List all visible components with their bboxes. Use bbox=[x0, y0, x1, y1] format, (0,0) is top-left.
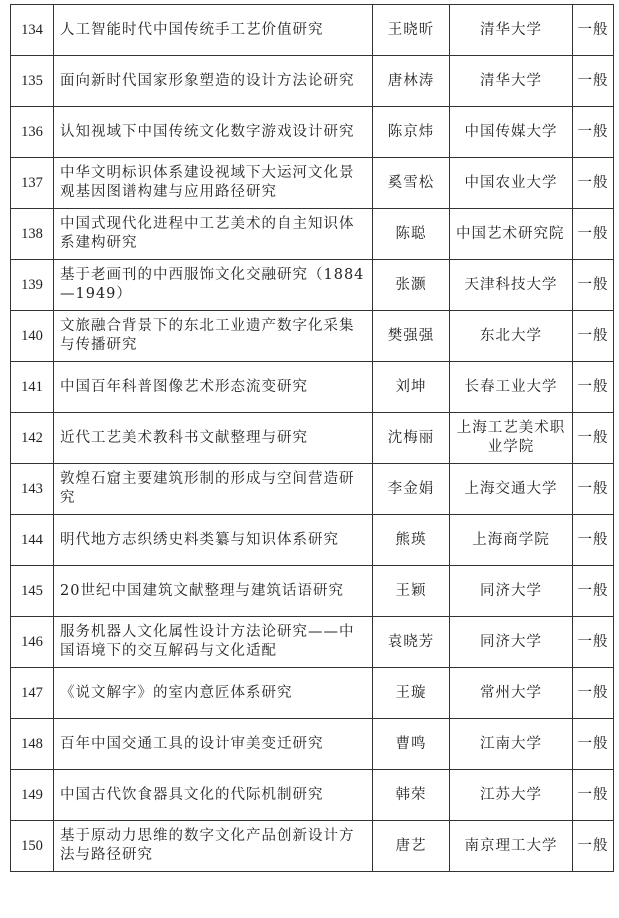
project-leader: 王颖 bbox=[373, 566, 450, 617]
institution: 清华大学 bbox=[450, 56, 573, 107]
institution: 上海商学院 bbox=[450, 515, 573, 566]
row-number: 139 bbox=[11, 260, 54, 311]
row-number: 135 bbox=[11, 56, 54, 107]
project-title: 《说文解字》的室内意匠体系研究 bbox=[54, 668, 373, 719]
project-title: 基于原动力思维的数字文化产品创新设计方法与路径研究 bbox=[54, 821, 373, 872]
project-leader: 陈聪 bbox=[373, 209, 450, 260]
institution: 中国农业大学 bbox=[450, 158, 573, 209]
project-title: 认知视域下中国传统文化数字游戏设计研究 bbox=[54, 107, 373, 158]
table-row bbox=[11, 260, 614, 311]
table-row bbox=[11, 821, 614, 872]
project-category: 一般 bbox=[573, 107, 614, 158]
institution: 上海交通大学 bbox=[450, 464, 573, 515]
table-row bbox=[11, 158, 614, 209]
table-row bbox=[11, 5, 614, 56]
project-category: 一般 bbox=[573, 566, 614, 617]
project-title: 中国式现代化进程中工艺美术的自主知识体系建构研究 bbox=[54, 209, 373, 260]
row-number: 140 bbox=[11, 311, 54, 362]
institution: 长春工业大学 bbox=[450, 362, 573, 413]
project-category: 一般 bbox=[573, 413, 614, 464]
project-title: 面向新时代国家形象塑造的设计方法论研究 bbox=[54, 56, 373, 107]
row-number: 137 bbox=[11, 158, 54, 209]
project-leader: 张灏 bbox=[373, 260, 450, 311]
project-category: 一般 bbox=[573, 770, 614, 821]
institution: 天津科技大学 bbox=[450, 260, 573, 311]
project-title: 百年中国交通工具的设计审美变迁研究 bbox=[54, 719, 373, 770]
project-title: 近代工艺美术教科书文献整理与研究 bbox=[54, 413, 373, 464]
project-category: 一般 bbox=[573, 821, 614, 872]
project-category: 一般 bbox=[573, 719, 614, 770]
institution: 中国艺术研究院 bbox=[450, 209, 573, 260]
table-row bbox=[11, 668, 614, 719]
row-number: 148 bbox=[11, 719, 54, 770]
project-leader: 奚雪松 bbox=[373, 158, 450, 209]
project-category: 一般 bbox=[573, 158, 614, 209]
row-number: 142 bbox=[11, 413, 54, 464]
table-row bbox=[11, 515, 614, 566]
project-leader: 王璇 bbox=[373, 668, 450, 719]
table-row bbox=[11, 311, 614, 362]
institution: 江苏大学 bbox=[450, 770, 573, 821]
project-category: 一般 bbox=[573, 668, 614, 719]
institution: 常州大学 bbox=[450, 668, 573, 719]
row-number: 147 bbox=[11, 668, 54, 719]
project-leader: 刘坤 bbox=[373, 362, 450, 413]
project-category: 一般 bbox=[573, 56, 614, 107]
row-number: 150 bbox=[11, 821, 54, 872]
project-list-table bbox=[10, 4, 614, 872]
project-title: 文旅融合背景下的东北工业遗产数字化采集与传播研究 bbox=[54, 311, 373, 362]
institution: 江南大学 bbox=[450, 719, 573, 770]
project-title: 人工智能时代中国传统手工艺价值研究 bbox=[54, 5, 373, 56]
institution: 上海工艺美术职业学院 bbox=[450, 413, 573, 464]
project-title: 20世纪中国建筑文献整理与建筑话语研究 bbox=[54, 566, 373, 617]
row-number: 134 bbox=[11, 5, 54, 56]
institution: 同济大学 bbox=[450, 617, 573, 668]
project-category: 一般 bbox=[573, 311, 614, 362]
project-title: 中国古代饮食器具文化的代际机制研究 bbox=[54, 770, 373, 821]
project-category: 一般 bbox=[573, 209, 614, 260]
project-leader: 曹鸣 bbox=[373, 719, 450, 770]
row-number: 144 bbox=[11, 515, 54, 566]
project-leader: 樊强强 bbox=[373, 311, 450, 362]
table-row bbox=[11, 107, 614, 158]
row-number: 146 bbox=[11, 617, 54, 668]
project-leader: 韩荣 bbox=[373, 770, 450, 821]
row-number: 141 bbox=[11, 362, 54, 413]
table-row bbox=[11, 617, 614, 668]
project-leader: 沈梅丽 bbox=[373, 413, 450, 464]
table-row bbox=[11, 770, 614, 821]
project-leader: 唐艺 bbox=[373, 821, 450, 872]
table-row bbox=[11, 566, 614, 617]
project-title: 敦煌石窟主要建筑形制的形成与空间营造研究 bbox=[54, 464, 373, 515]
project-category: 一般 bbox=[573, 362, 614, 413]
row-number: 136 bbox=[11, 107, 54, 158]
institution: 东北大学 bbox=[450, 311, 573, 362]
row-number: 138 bbox=[11, 209, 54, 260]
project-title: 明代地方志织绣史料类纂与知识体系研究 bbox=[54, 515, 373, 566]
table-row bbox=[11, 413, 614, 464]
institution: 南京理工大学 bbox=[450, 821, 573, 872]
project-category: 一般 bbox=[573, 5, 614, 56]
project-leader: 袁晓芳 bbox=[373, 617, 450, 668]
row-number: 143 bbox=[11, 464, 54, 515]
table-row bbox=[11, 362, 614, 413]
project-category: 一般 bbox=[573, 515, 614, 566]
project-category: 一般 bbox=[573, 617, 614, 668]
project-leader: 李金娟 bbox=[373, 464, 450, 515]
institution: 中国传媒大学 bbox=[450, 107, 573, 158]
project-category: 一般 bbox=[573, 464, 614, 515]
table-row bbox=[11, 56, 614, 107]
row-number: 149 bbox=[11, 770, 54, 821]
project-leader: 王晓昕 bbox=[373, 5, 450, 56]
project-category: 一般 bbox=[573, 260, 614, 311]
row-number: 145 bbox=[11, 566, 54, 617]
table-row bbox=[11, 719, 614, 770]
project-leader: 熊瑛 bbox=[373, 515, 450, 566]
institution: 同济大学 bbox=[450, 566, 573, 617]
project-title: 中华文明标识体系建设视域下大运河文化景观基因图谱构建与应用路径研究 bbox=[54, 158, 373, 209]
table-row bbox=[11, 464, 614, 515]
table-row bbox=[11, 209, 614, 260]
project-title: 基于老画刊的中西服饰文化交融研究（1884—1949） bbox=[54, 260, 373, 311]
project-leader: 唐林涛 bbox=[373, 56, 450, 107]
project-leader: 陈京炜 bbox=[373, 107, 450, 158]
project-title: 服务机器人文化属性设计方法论研究——中国语境下的交互解码与文化适配 bbox=[54, 617, 373, 668]
project-title: 中国百年科普图像艺术形态流变研究 bbox=[54, 362, 373, 413]
institution: 清华大学 bbox=[450, 5, 573, 56]
